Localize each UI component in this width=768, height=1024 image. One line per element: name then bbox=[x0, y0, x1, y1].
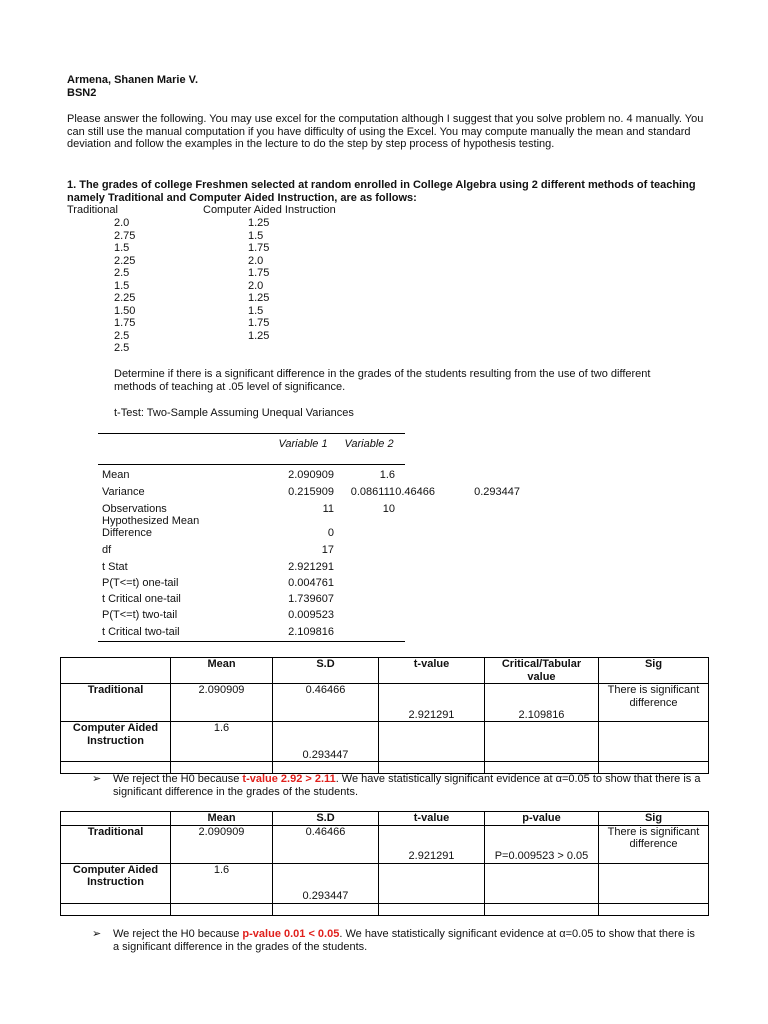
list-item: 1.5 bbox=[114, 279, 130, 292]
list-item: 2.0 bbox=[248, 254, 264, 267]
table-cell bbox=[61, 658, 171, 684]
header-sd: S.D bbox=[273, 658, 379, 684]
list-item: 1.5 bbox=[248, 304, 264, 317]
header-mean: Mean bbox=[171, 812, 273, 826]
student-name: Armena, Shanen Marie V. bbox=[67, 74, 199, 86]
header-sig: Sig bbox=[599, 812, 709, 826]
arrow-bullet-icon: ➢ bbox=[92, 928, 102, 940]
list-item: 2.0 bbox=[248, 279, 264, 292]
student-header bbox=[67, 74, 198, 99]
list-item: 1.25 bbox=[248, 217, 270, 229]
variable-1-header: Variable 1 bbox=[278, 438, 328, 450]
highlight-text: p-value 0.01 < 0.05 bbox=[242, 928, 340, 940]
table-cell: 2.109816 bbox=[485, 684, 599, 722]
table-cell: 0.293447 bbox=[273, 722, 379, 762]
table-cell: 2.921291 bbox=[379, 825, 485, 863]
header-pvalue: p-value bbox=[485, 812, 599, 826]
cai-column-header: Computer Aided Instruction bbox=[203, 204, 336, 216]
table-cell: 0.46466 bbox=[273, 684, 379, 722]
list-item: 2.5 bbox=[114, 267, 130, 279]
table-cell bbox=[599, 863, 709, 903]
list-item: 1.75 bbox=[248, 317, 270, 329]
table-cell: 2.921291 bbox=[379, 684, 485, 722]
table-cell: 1.6 bbox=[171, 863, 273, 903]
table-cell: P=0.009523 > 0.05 bbox=[485, 825, 599, 863]
variable-2-header: Variable 2 bbox=[344, 438, 394, 450]
table-cell: 1.6 bbox=[171, 722, 273, 762]
list-item: 2.5 bbox=[114, 342, 130, 354]
table-cell: 0.46466 bbox=[273, 825, 379, 863]
table-row bbox=[61, 812, 709, 826]
ttest-title: t-Test: Two-Sample Assuming Unequal Variances bbox=[114, 407, 354, 419]
header-mean: Mean bbox=[171, 658, 273, 684]
question-1: 1. The grades of college Freshmen selected at random enrolled in College Algebra using 2 different methods of teaching namely Traditional and Computer Aided Instruction, are as follows: bbox=[67, 179, 696, 204]
table-row bbox=[61, 825, 709, 863]
table-row bbox=[61, 863, 709, 903]
list-item: 2.25 bbox=[114, 292, 136, 304]
table-cell bbox=[599, 722, 709, 762]
header-tvalue: t-value bbox=[379, 658, 485, 684]
row-label-traditional: Traditional bbox=[61, 684, 171, 722]
ttest-output-table: Variable 1 Variable 2 Mean 2.090909 1.6 Variance 0.215909 0.086111 0.46466 0.293447 Observations 11 10 Hypothesized Mean Difference 0 df 17 t Stat 2.921291 P(T<=t) one-tail 0.004761 t Critical one-tail 1.739607 P(T<=t) two-tail 0.009523 t Critical two-tail 2.109816 bbox=[98, 433, 405, 642]
highlight-text: t-value 2.92 > 2.11 bbox=[242, 773, 336, 785]
table-row bbox=[61, 903, 709, 915]
list-item: 1.25 bbox=[248, 292, 270, 304]
table-row bbox=[61, 762, 709, 774]
table-cell: 2.090909 bbox=[171, 825, 273, 863]
list-item: 1.5 bbox=[248, 229, 264, 242]
list-item: 1.50 bbox=[114, 304, 136, 317]
list-item: 1.75 bbox=[248, 267, 270, 279]
summary-table-pvalue bbox=[60, 811, 709, 916]
header-divider bbox=[98, 464, 405, 465]
table-cell: 2.090909 bbox=[171, 684, 273, 722]
table-row bbox=[61, 722, 709, 762]
instructions-paragraph: Please answer the following. You may use excel for the computation although I suggest that you solve problem no. 4 manually. You can still use the manual computation if you have difficulty of using the Excel. You may compute manually the mean and standard deviation and follow the examples in the lecture to do the step by step process of hypothesis testing. bbox=[67, 113, 704, 150]
table-cell: 0.293447 bbox=[273, 863, 379, 903]
table-cell bbox=[485, 722, 599, 762]
student-section: BSN2 bbox=[67, 86, 97, 99]
list-item: 1.75 bbox=[248, 242, 270, 254]
table-cell bbox=[485, 863, 599, 903]
traditional-grades-list bbox=[114, 217, 135, 355]
table-cell: There is significant difference bbox=[599, 825, 709, 863]
header-sig: Sig bbox=[599, 658, 709, 684]
determine-instruction: Determine if there is a significant difference in the grades of the students resulting from the use of two different methods of teaching at .05 level of significance. bbox=[114, 368, 651, 393]
table-row bbox=[61, 684, 709, 722]
header-tvalue: t-value bbox=[379, 812, 485, 826]
header-sd: S.D bbox=[273, 812, 379, 826]
table-cell bbox=[379, 863, 485, 903]
list-item: 1.25 bbox=[248, 329, 270, 342]
table-cell bbox=[61, 812, 171, 826]
row-label-cai: Computer Aided Instruction bbox=[61, 863, 171, 903]
list-item: 1.5 bbox=[114, 242, 130, 254]
list-item: 1.75 bbox=[114, 317, 136, 329]
summary-table-critical bbox=[60, 657, 709, 774]
cai-grades-list bbox=[248, 217, 269, 342]
row-label-cai: Computer Aided Instruction bbox=[61, 722, 171, 762]
table-cell bbox=[379, 722, 485, 762]
list-item: 2.25 bbox=[114, 254, 136, 267]
list-item: 2.0 bbox=[114, 217, 130, 229]
traditional-column-header: Traditional bbox=[67, 204, 118, 216]
list-item: 2.5 bbox=[114, 329, 130, 342]
table-cell: There is significant difference bbox=[599, 684, 709, 722]
list-item: 2.75 bbox=[114, 229, 136, 242]
row-label-traditional: Traditional bbox=[61, 825, 171, 863]
header-critical: Critical/Tabular value bbox=[485, 658, 599, 684]
table-row bbox=[61, 658, 709, 684]
arrow-bullet-icon: ➢ bbox=[92, 773, 102, 785]
